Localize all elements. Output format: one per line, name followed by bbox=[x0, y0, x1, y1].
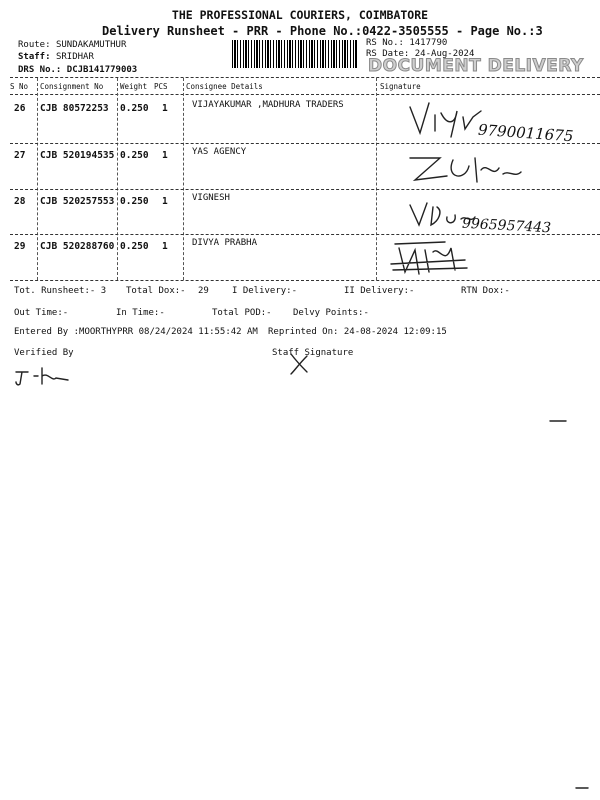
signature-phone: 9790011675 bbox=[477, 120, 574, 146]
signature-phone: 9965957443 bbox=[461, 215, 552, 237]
verified-by: Verified By bbox=[14, 348, 74, 358]
row-consignment: CJB 80572253 bbox=[40, 103, 109, 114]
runsheet-title: Delivery Runsheet - PRR - Phone No.:0422-3505555 - Page No.:3 bbox=[102, 24, 543, 38]
barcode bbox=[232, 40, 358, 68]
row-consignment: CJB 520194535 bbox=[40, 150, 115, 161]
staff-signature-label: Staff Signature bbox=[272, 348, 354, 358]
route-value: SUNDAKAMUTHUR bbox=[55, 40, 127, 50]
ii-delivery: II Delivery:- bbox=[344, 286, 415, 296]
column-separator bbox=[183, 78, 184, 280]
row-weight: 0.250 bbox=[120, 196, 149, 207]
route-row bbox=[18, 40, 126, 50]
col-consignment: Consignment No bbox=[40, 82, 104, 91]
row-pcs: 1 bbox=[162, 103, 168, 114]
row-divider bbox=[10, 280, 600, 281]
row-sno: 29 bbox=[14, 241, 26, 252]
row-pcs: 1 bbox=[162, 196, 168, 207]
row-weight: 0.250 bbox=[120, 150, 149, 161]
mark-icon bbox=[548, 418, 568, 424]
row-consignee: VIGNESH bbox=[192, 193, 230, 203]
row-weight: 0.250 bbox=[120, 241, 149, 252]
row-pcs: 1 bbox=[162, 241, 168, 252]
row-divider bbox=[10, 234, 600, 235]
total-dox-label: Total Dox:- bbox=[126, 286, 186, 296]
mark-icon bbox=[574, 784, 594, 792]
delvy-points: Delvy Points:- bbox=[293, 308, 369, 318]
rs-number: RS No.: 1417790 bbox=[366, 38, 448, 48]
row-consignment: CJB 520288760 bbox=[40, 241, 115, 252]
verified-signature-icon bbox=[12, 362, 82, 388]
divider bbox=[10, 77, 600, 78]
row-consignee: DIVYA PRABHA bbox=[192, 238, 258, 248]
row-weight: 0.250 bbox=[120, 103, 149, 114]
column-separator bbox=[37, 78, 38, 280]
col-weight: Weight bbox=[120, 82, 148, 91]
row-consignee: YAS AGENCY bbox=[192, 147, 247, 157]
col-signature: Signature bbox=[380, 82, 421, 91]
row-pcs: 1 bbox=[162, 150, 168, 161]
rs-date: RS Date: 24-Aug-2024 bbox=[366, 49, 475, 59]
drs-label: DRS No.: bbox=[18, 65, 62, 75]
out-time: Out Time:- bbox=[14, 308, 69, 318]
staff-value: SRIDHAR bbox=[55, 52, 94, 62]
company-title: THE PROFESSIONAL COURIERS, COIMBATORE bbox=[171, 8, 429, 22]
row-divider bbox=[10, 189, 600, 190]
row-divider bbox=[10, 143, 600, 144]
route-label: Route: bbox=[18, 40, 51, 50]
staff-row bbox=[18, 52, 94, 62]
document-delivery-stamp: DOCUMENT DELIVERY bbox=[368, 56, 584, 76]
i-delivery: I Delivery:- bbox=[232, 286, 298, 296]
entered-by: Entered By :MOORTHYPRR 08/24/2024 11:55:42 AM bbox=[14, 327, 258, 337]
total-dox-value: 29 bbox=[198, 286, 209, 296]
total-pod: Total POD:- bbox=[212, 308, 272, 318]
rtn-dox: RTN Dox:- bbox=[461, 286, 510, 296]
row-sno: 26 bbox=[14, 103, 26, 114]
col-sno: S No bbox=[10, 82, 29, 91]
staff-label: Staff: bbox=[18, 52, 51, 62]
col-pcs: PCS bbox=[154, 82, 168, 91]
row-sno: 27 bbox=[14, 150, 26, 161]
signature-icon bbox=[395, 148, 535, 188]
staff-signature-icon bbox=[285, 348, 315, 378]
in-time: In Time:- bbox=[116, 308, 165, 318]
signature-icon bbox=[385, 236, 505, 280]
column-separator bbox=[376, 78, 377, 280]
reprinted-on: Reprinted On: 24-08-2024 12:09:15 bbox=[268, 327, 447, 337]
col-consignee: Consignee Details bbox=[186, 82, 263, 91]
row-sno: 28 bbox=[14, 196, 26, 207]
column-separator bbox=[117, 78, 118, 280]
row-consignment: CJB 520257553 bbox=[40, 196, 115, 207]
drs-value: DCJB141779003 bbox=[66, 65, 138, 75]
drs-row bbox=[18, 65, 137, 75]
tot-runsheet: Tot. Runsheet:- 3 bbox=[14, 286, 107, 296]
row-consignee: VIJAYAKUMAR ,MADHURA TRADERS bbox=[192, 100, 344, 110]
